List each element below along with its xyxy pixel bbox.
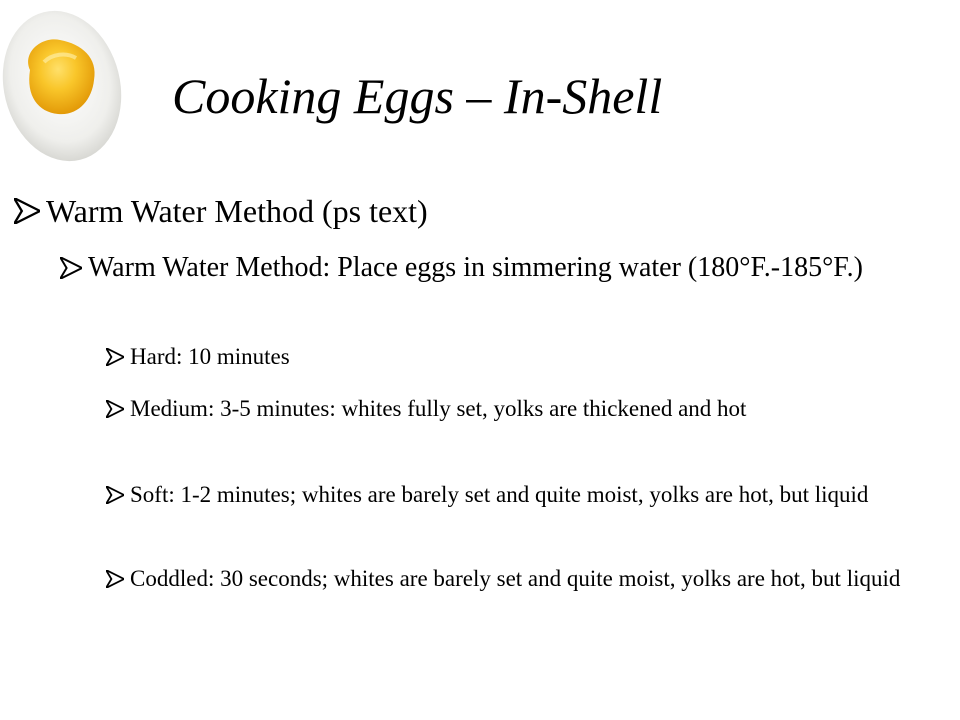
bullet-text: Coddled: 30 seconds; whites are barely set and quite moist, yolks are hot, but liquid	[130, 566, 901, 591]
arrow-bullet-icon	[60, 257, 88, 279]
bullet-text: Medium: 3-5 minutes: whites fully set, yolks are thickened and hot	[130, 396, 747, 421]
arrow-bullet-icon	[106, 400, 130, 418]
boiled-egg-half-image	[0, 0, 130, 170]
bullet-level3-coddled	[106, 562, 940, 596]
bullet-text: Hard: 10 minutes	[130, 344, 290, 369]
slide-title: Cooking Eggs – In-Shell	[172, 68, 663, 124]
bullet-level3-hard	[106, 340, 940, 374]
bullet-text: Soft: 1-2 minutes; whites are barely set and quite moist, yolks are hot, but liquid	[130, 482, 869, 507]
arrow-bullet-icon	[106, 486, 130, 504]
arrow-bullet-icon	[106, 348, 130, 366]
arrow-bullet-icon	[14, 198, 46, 224]
bullet-level1	[14, 190, 914, 232]
bullet-level3-medium	[106, 392, 940, 426]
bullet-level3-soft	[106, 478, 940, 512]
arrow-bullet-icon	[106, 570, 130, 588]
bullet-text: Warm Water Method (ps text)	[46, 193, 428, 229]
bullet-level2	[60, 248, 880, 288]
bullet-text: Warm Water Method: Place eggs in simmering water (180°F.-185°F.)	[88, 252, 863, 283]
